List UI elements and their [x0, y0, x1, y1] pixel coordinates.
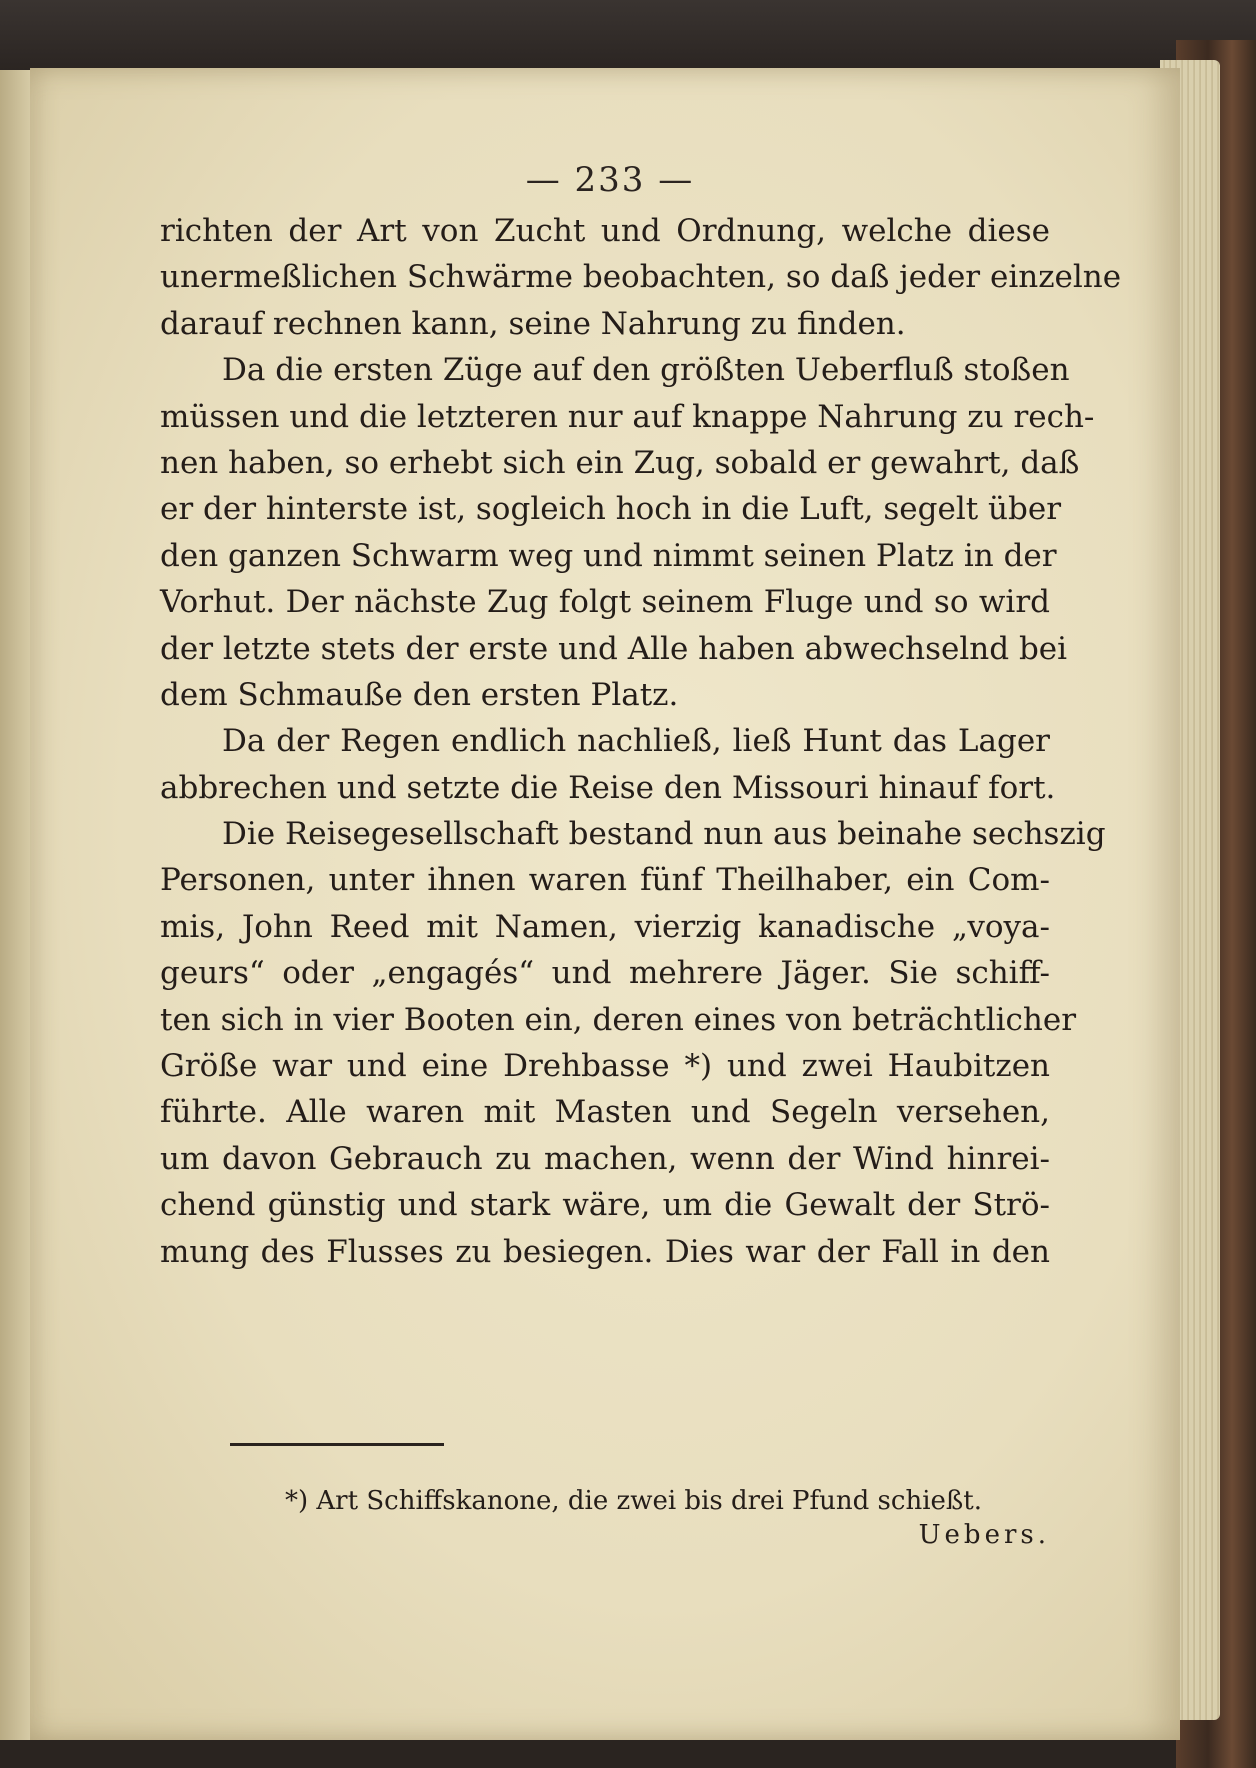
text-line: geurs“ oder „engagés“ und mehrere Jäger. Sie schiff-: [160, 955, 1050, 992]
text-line: Die Reisegesellschaft bestand nun aus beinahe sechszig: [222, 816, 1106, 853]
footnote-text: *) Art Schiffskanone, die zwei bis drei Pfund schießt.: [285, 1486, 982, 1516]
text-line: Größe war und eine Drehbasse *) und zwei Haubitzen: [160, 1048, 1050, 1085]
text-line: abbrechen und setzte die Reise den Missouri hinauf fort.: [160, 769, 1056, 806]
footnote-divider: [230, 1443, 444, 1446]
text-line: mung des Flusses zu besiegen. Dies war der Fall in den: [160, 1233, 1050, 1270]
text-line: nen haben, so erhebt sich ein Zug, sobald er gewahrt, daß: [160, 444, 1080, 481]
text-line: um davon Gebrauch zu machen, wenn der Wind hinrei-: [160, 1140, 1050, 1177]
facing-page-sliver: [0, 70, 30, 1740]
scanner-backdrop: [0, 0, 1256, 70]
text-line: müssen und die letzteren nur auf knappe Nahrung zu rech-: [160, 398, 1095, 435]
text-line: Personen, unter ihnen waren fünf Theilhaber, ein Com-: [160, 862, 1050, 899]
text-line: Da der Regen endlich nachließ, ließ Hunt das Lager: [222, 723, 1050, 760]
text-line: dem Schmauße den ersten Platz.: [160, 676, 679, 713]
text-line: mis, John Reed mit Namen, vierzig kanadische „voya-: [160, 908, 1050, 945]
text-line: unermeßlichen Schwärme beobachten, so daß jeder einzelne: [160, 259, 1122, 296]
body-text: [160, 208, 1122, 1275]
text-line: Da die ersten Züge auf den größten Ueberfluß stoßen: [222, 352, 1070, 389]
book-page: [30, 68, 1180, 1740]
text-line: darauf rechnen kann, seine Nahrung zu finden.: [160, 305, 906, 342]
text-line: der letzte stets der erste und Alle haben abwechselnd bei: [160, 630, 1068, 667]
text-line: chend günstig und stark wäre, um die Gewalt der Strö-: [160, 1187, 1050, 1224]
text-line: ten sich in vier Booten ein, deren eines von beträchtlicher: [160, 1001, 1077, 1038]
text-line: den ganzen Schwarm weg und nimmt seinen Platz in der: [160, 537, 1057, 574]
footnote-signature: Uebers.: [918, 1520, 1050, 1550]
text-line: führte. Alle waren mit Masten und Segeln versehen,: [160, 1094, 1050, 1131]
text-line: er der hinterste ist, sogleich hoch in die Luft, segelt über: [160, 491, 1062, 528]
page-number: — 233 —: [525, 160, 695, 200]
text-line: Vorhut. Der nächste Zug folgt seinem Fluge und so wird: [160, 584, 1050, 621]
text-line: richten der Art von Zucht und Ordnung, welche diese: [160, 213, 1050, 249]
